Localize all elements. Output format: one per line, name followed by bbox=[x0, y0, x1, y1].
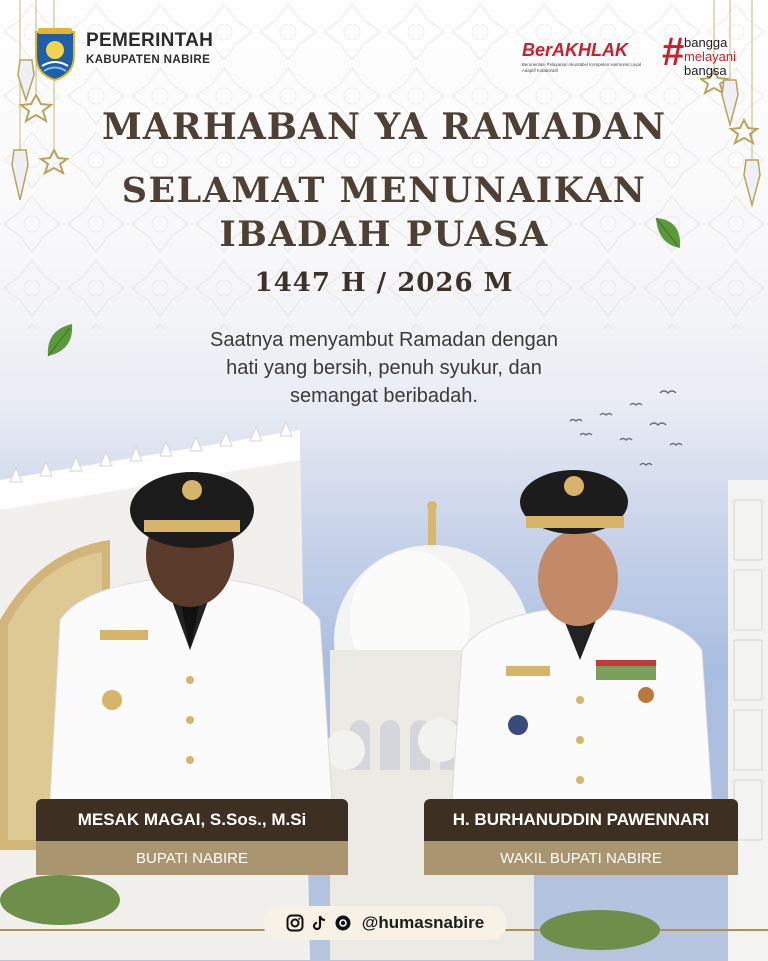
official-name-bupati: MESAK MAGAI, S.Sos., M.Si bbox=[36, 799, 348, 841]
bangga-word: bangga bbox=[684, 35, 728, 50]
message-line: Saatnya menyambut Ramadan dengan bbox=[209, 329, 558, 351]
message-line: semangat beribadah. bbox=[290, 385, 478, 407]
berakhlak-tagline: Berorientasi Pelayanan Akuntabel Kompeten Harmonis Loyal Adaptif Kolaboratif bbox=[522, 62, 641, 73]
message-line: hati yang bersih, penuh syukur, dan bbox=[226, 357, 542, 379]
threads-icon[interactable] bbox=[334, 914, 352, 932]
leaf-icon bbox=[44, 320, 76, 360]
instagram-icon[interactable] bbox=[286, 914, 304, 932]
social-handle[interactable]: @humasnabire bbox=[361, 913, 485, 932]
portrait-wakil-bupati bbox=[446, 460, 716, 800]
social-media-badge[interactable] bbox=[263, 906, 507, 940]
official-name-wakil-bupati: H. BURHANUDDIN PAWENNARI bbox=[424, 799, 738, 841]
bangga-melayani-bangsa-logo bbox=[662, 30, 752, 78]
melayani-word: melayani bbox=[684, 49, 737, 64]
tiktok-icon[interactable] bbox=[310, 914, 328, 932]
hashtag-icon: # bbox=[662, 30, 685, 74]
official-role-wakil-bupati: WAKIL BUPATI NABIRE bbox=[424, 841, 738, 875]
hijri-year: 1447 H / 2026 M bbox=[254, 268, 514, 298]
bangsa-word: bangsa bbox=[684, 63, 727, 78]
government-title: PEMERINTAH bbox=[86, 30, 214, 51]
regency-name: KABUPATEN NABIRE bbox=[86, 54, 211, 66]
official-role-bupati: BUPATI NABIRE bbox=[36, 841, 348, 875]
greeting-line-2: IBADAH PUASA bbox=[219, 214, 549, 255]
greeting-line-1: SELAMAT MENUNAIKAN bbox=[121, 170, 647, 211]
nabire-regency-logo bbox=[32, 26, 78, 82]
greeting-title: MARHABAN YA RAMADAN bbox=[102, 106, 666, 148]
portrait-bupati bbox=[40, 450, 340, 800]
berakhlak-logo: BerAKHLAK bbox=[522, 40, 629, 60]
leaf-icon bbox=[654, 214, 684, 250]
